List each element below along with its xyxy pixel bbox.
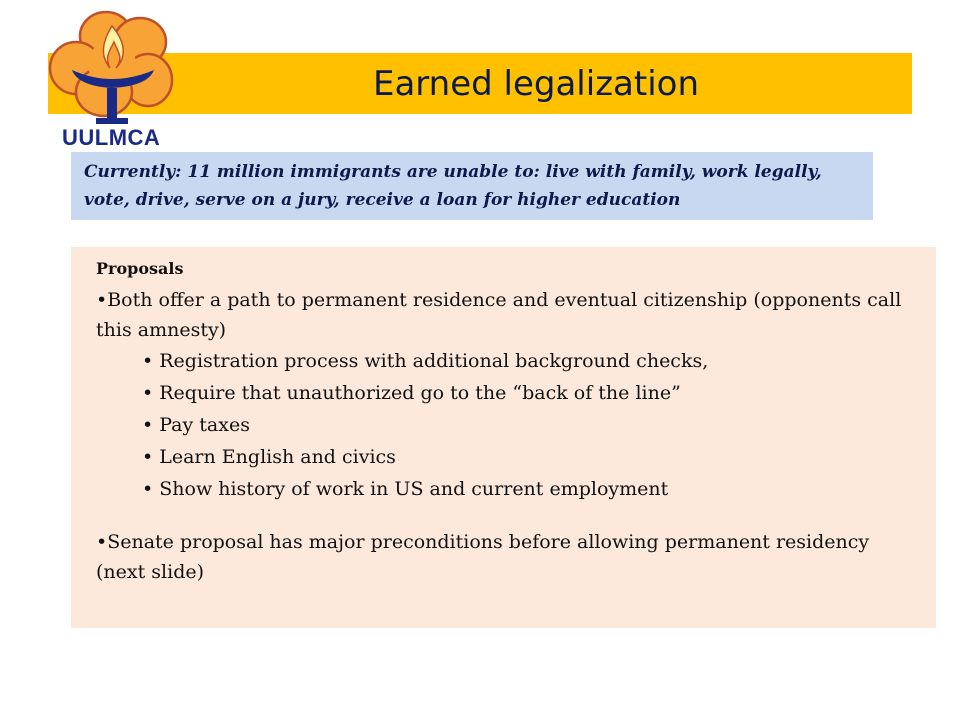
proposals-bullet-2: •Senate proposal has major preconditions before allowing permanent residency (next slide): [96, 531, 870, 583]
sub-item: • Registration process with additional background checks,: [142, 350, 709, 372]
sub-item: • Require that unauthorized go to the “back of the line”: [142, 382, 681, 404]
proposals-sub-list: [96, 345, 916, 505]
currently-box: Currently: 11 million immigrants are unable to: live with family, work legally, vote, drive, serve on a jury, receive a loan for higher education: [71, 152, 873, 220]
sub-item: • Show history of work in US and current employment: [142, 478, 669, 500]
proposals-heading: Proposals: [96, 259, 184, 278]
logo-text: UULMCA: [62, 125, 161, 150]
sub-item: • Learn English and civics: [142, 446, 396, 468]
proposals-box: [71, 247, 936, 628]
proposals-bullet-1: •Both offer a path to permanent residence and eventual citizenship (opponents call this amnesty): [96, 289, 902, 341]
page-title: Earned legalization: [372, 63, 700, 104]
sub-item: • Pay taxes: [142, 414, 250, 436]
